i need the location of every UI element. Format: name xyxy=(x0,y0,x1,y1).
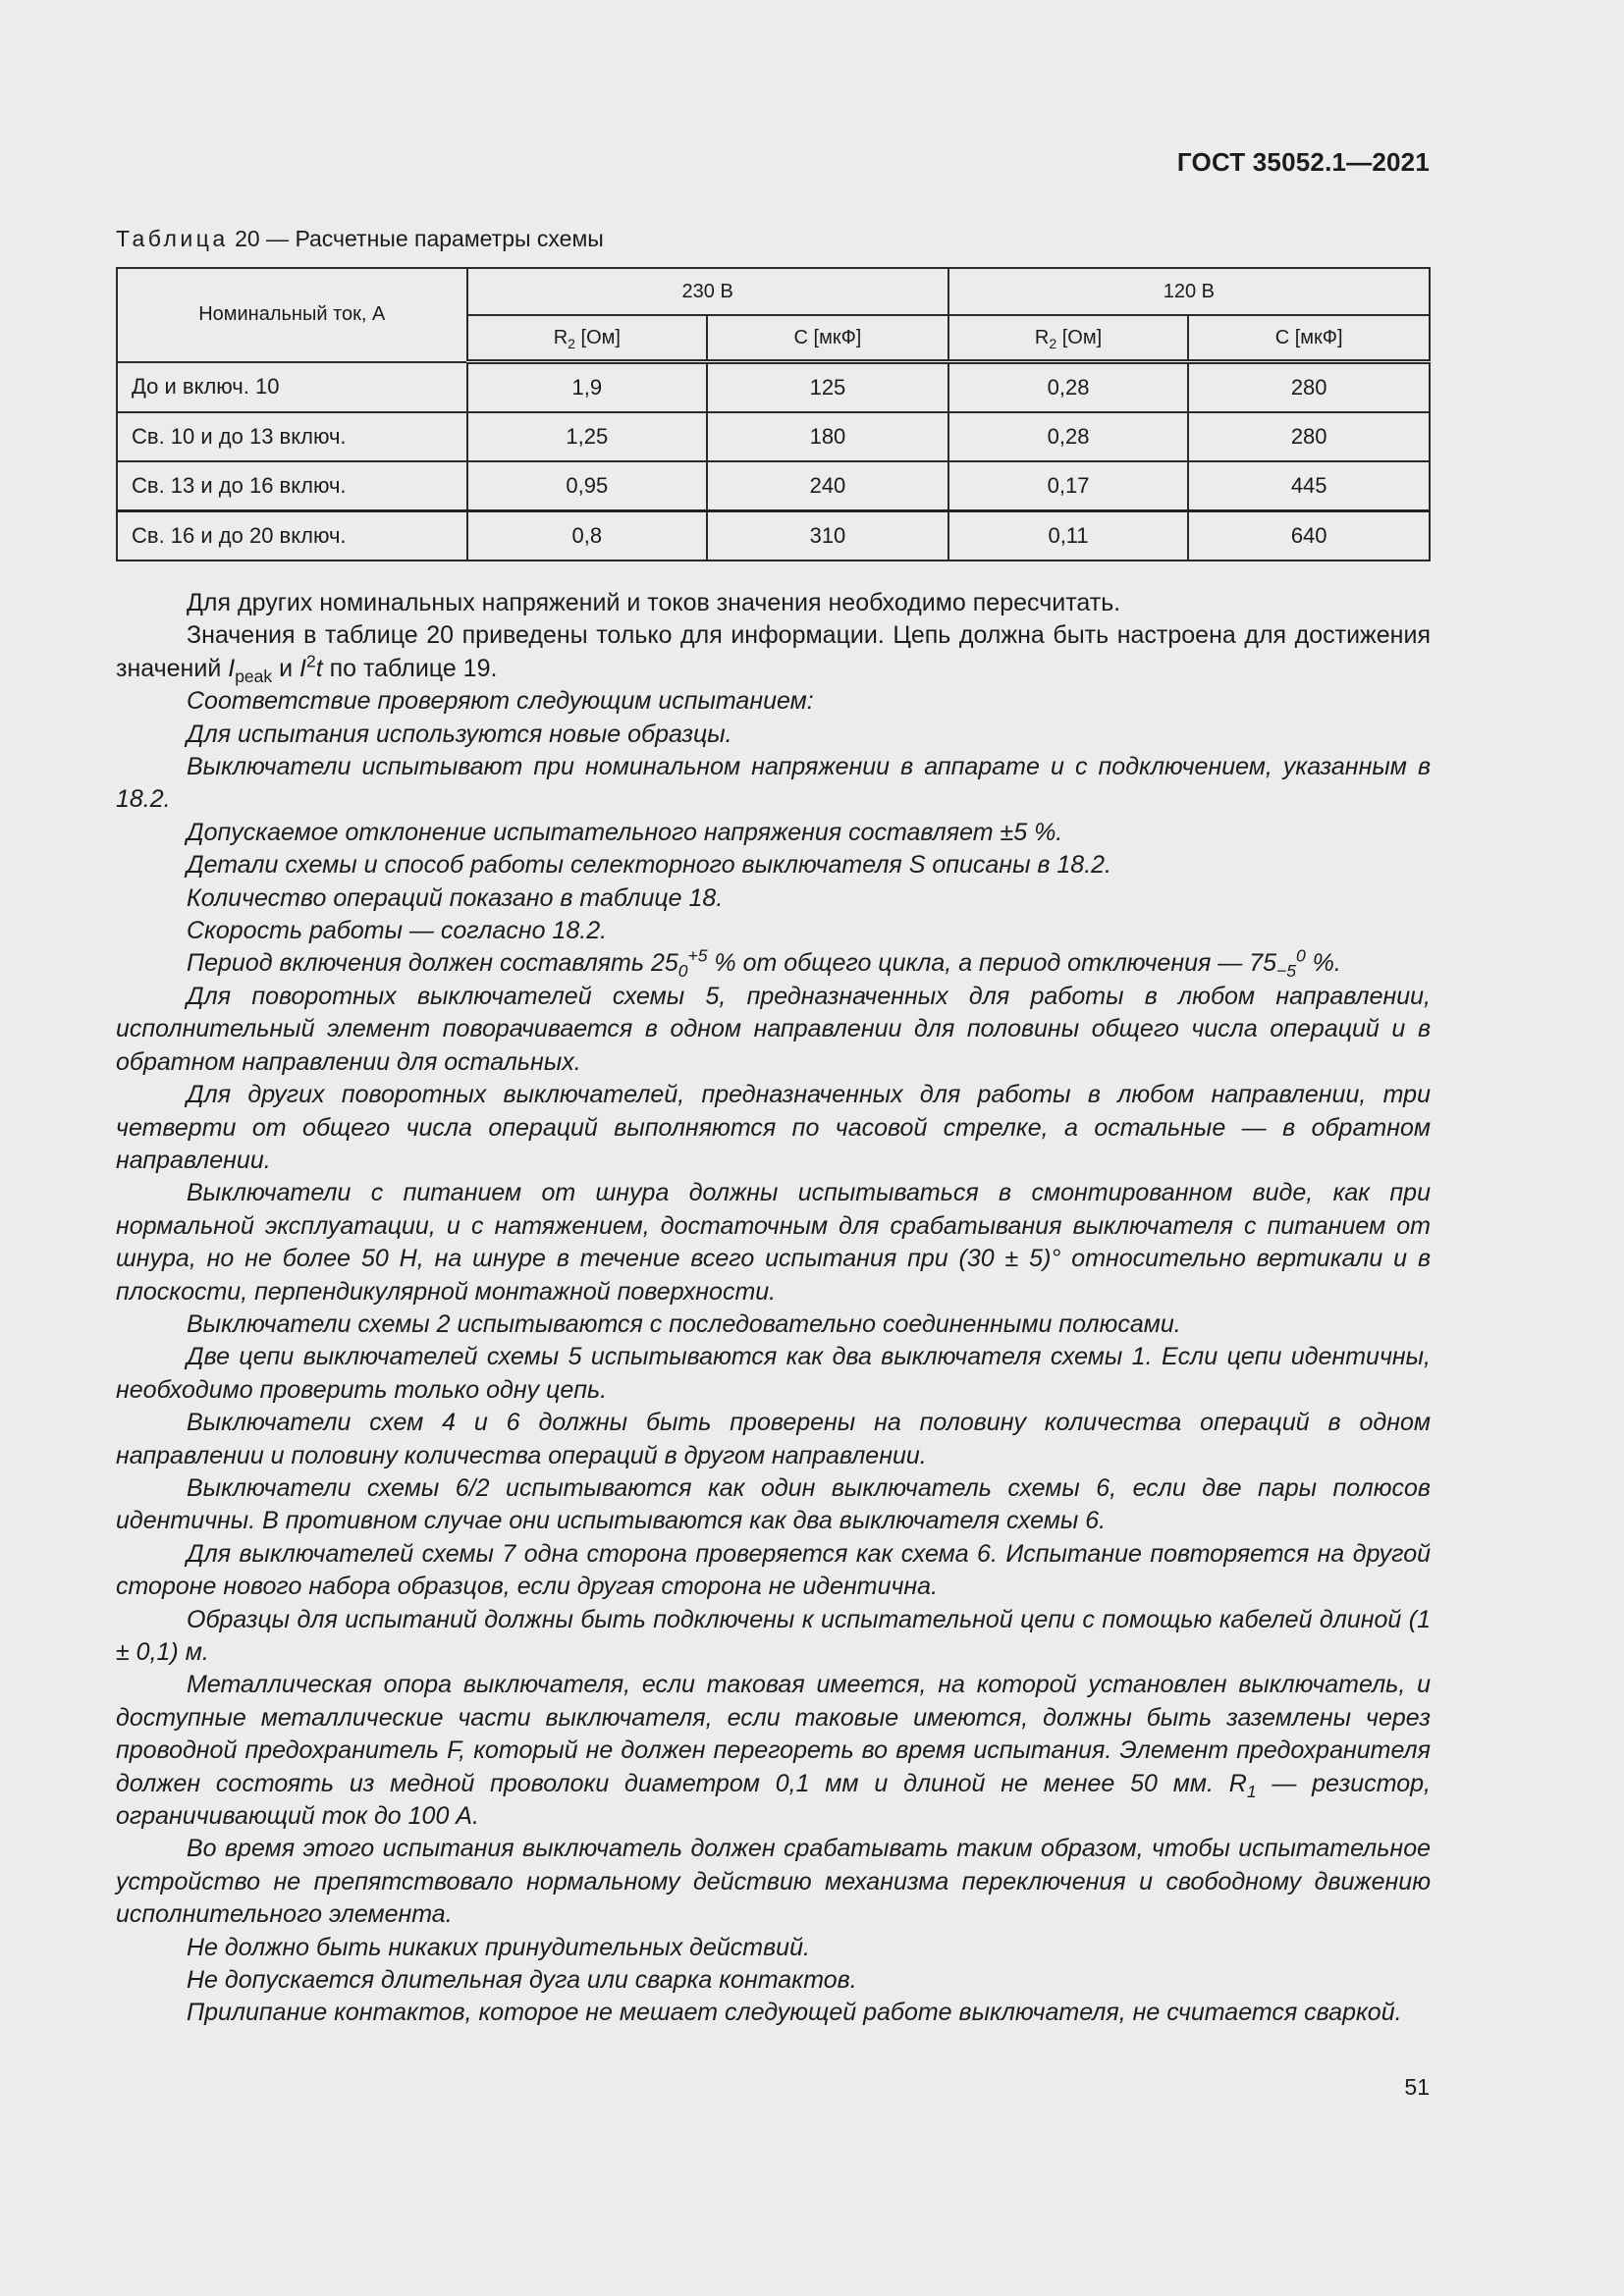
paragraph: Выключатели схем 4 и 6 должны быть проверены на половину количества операций в одном направлении и половину количества операций в другом направлении. xyxy=(116,1409,1431,1469)
cell-c-120: 445 xyxy=(1188,461,1430,511)
table-row xyxy=(117,362,1430,413)
paragraph: Образцы для испытаний должны быть подключены к испытательной цепи с помощью кабелей длиной (1 ± 0,1) м. xyxy=(116,1605,1431,1666)
parameters-table xyxy=(116,267,1431,561)
header-c-230: С [мкФ] xyxy=(707,315,948,362)
document-code: ГОСТ 35052.1—2021 xyxy=(1176,147,1430,177)
paragraph: Период включения должен составлять $25_0^{+5}$ % от общего цикла, а период отключения — $75_{-5}^0$ %. xyxy=(187,946,1341,982)
paragraph: Скорость работы — согласно 18.2. xyxy=(187,917,608,945)
paragraph: Выключатели схемы 6/2 испытываются как один выключатель схемы 6, если две пары полюсов идентичны. В противном случае они испытываются как два выключателя схемы 6. xyxy=(116,1473,1431,1535)
paragraph: Выключатели с питанием от шнура должны испытываться в смонтированном виде, как при нормальной эксплуатации, и с натяжением, достаточным для срабатывания выключателя с питанием от шнура, но не более 50 Н, на шнуре в течение всего испытания при (30 ± 5)° относительно вертикали и в плоскости, перпендикулярной монтажной поверхности. xyxy=(116,1179,1431,1306)
cell-c-230: 240 xyxy=(707,461,948,511)
paragraph: Соответствие проверяют следующим испытанием: xyxy=(187,687,814,716)
cell-r2-120: 0,28 xyxy=(948,362,1189,413)
header-c-120: С [мкФ] xyxy=(1188,315,1430,362)
cell-current: Св. 10 и до 13 включ. xyxy=(117,412,467,461)
cell-current: Св. 16 и до 20 включ. xyxy=(117,511,467,561)
cell-current: Св. 13 и до 16 включ. xyxy=(117,461,467,511)
paragraph: Выключатели испытывают при номинальном напряжении в аппарате и с подключением, указанным в 18.2. xyxy=(116,753,1431,814)
paragraph: Не допускается длительная дуга или сварка контактов. xyxy=(187,1966,857,1995)
paragraph: Металлическая опора выключателя, если таковая имеется, на которой установлен выключатель, и доступные металлические части выключателя, если таковые имеются, должны быть заземлены через проводной предохранитель F, который не должен перегореть во время испытания. Элемент предохранителя должен состоять из медной проволоки диаметром 0,1 мм и длиной не менее 50 мм. $R_1$ — резистор, ограничивающий ток до 100 А. xyxy=(116,1671,1431,1831)
paragraph: Значения в таблице 20 приведены только для информации. Цепь должна быть настроена для достижения значений $I_{peak}$ и $I^2t$ по таблице 19. xyxy=(116,621,1431,686)
header-rated-current: Номинальный ток, А xyxy=(117,268,467,362)
paragraph: Для поворотных выключателей схемы 5, предназначенных для работы в любом направлении, исполнительный элемент поворачивается в одном направлении для половины общего числа операций и в обратном направлении для остальных. xyxy=(116,982,1431,1076)
table-row xyxy=(117,461,1430,511)
paragraph: Допускаемое отклонение испытательного напряжения составляет ±5 %. xyxy=(187,818,1063,846)
paragraph: Прилипание контактов, которое не мешает следующей работе выключателя, не считается сваркой. xyxy=(187,1999,1402,2027)
header-r2-120: $R_2$ [Ом] xyxy=(948,315,1189,362)
cell-c-120: 280 xyxy=(1188,362,1430,413)
cell-r2-120: 0,28 xyxy=(948,412,1189,461)
paragraph: Не должно быть никаких принудительных действий. xyxy=(187,1933,810,1961)
header-120v: 120 В xyxy=(948,268,1430,315)
cell-r2-230: 0,8 xyxy=(467,511,708,561)
cell-c-230: 180 xyxy=(707,412,948,461)
header-230v: 230 В xyxy=(467,268,948,315)
cell-c-230: 310 xyxy=(707,511,948,561)
page-number: 51 xyxy=(1404,2074,1430,2100)
table-caption-title: 20 — Расчетные параметры схемы xyxy=(228,226,604,251)
paragraph: Во время этого испытания выключатель должен срабатывать таким образом, чтобы испытательное устройство не препятствовало нормальному действию механизма переключения и свободному движению исполнительного элемента. xyxy=(116,1835,1431,1929)
table-row xyxy=(117,511,1430,561)
paragraph: Для выключателей схемы 7 одна сторона проверяется как схема 6. Испытание повторяется на другой стороне нового набора образцов, если другая сторона не идентична. xyxy=(116,1539,1431,1601)
cell-current: До и включ. 10 xyxy=(117,362,467,413)
cell-r2-230: 0,95 xyxy=(467,461,708,511)
table-caption-label: Таблица xyxy=(116,226,229,251)
cell-c-120: 640 xyxy=(1188,511,1430,561)
cell-r2-120: 0,11 xyxy=(948,511,1189,561)
paragraph: Для испытания используются новые образцы. xyxy=(187,720,732,748)
paragraph: Количество операций показано в таблице 18. xyxy=(187,883,724,912)
cell-r2-120: 0,17 xyxy=(948,461,1189,511)
paragraph: Для других номинальных напряжений и токов значения необходимо пересчитать. xyxy=(187,589,1121,616)
cell-c-230: 125 xyxy=(707,362,948,413)
table-caption xyxy=(116,226,604,252)
cell-r2-230: 1,9 xyxy=(467,362,708,413)
cell-r2-230: 1,25 xyxy=(467,412,708,461)
header-r2-230: $R_2$ [Ом] xyxy=(467,315,708,362)
paragraph: Две цепи выключателей схемы 5 испытываются как два выключателя схемы 1. Если цепи идентичны, необходимо проверить только одну цепь. xyxy=(116,1343,1431,1404)
table-row xyxy=(117,412,1430,461)
cell-c-120: 280 xyxy=(1188,412,1430,461)
paragraph: Для других поворотных выключателей, предназначенных для работы в любом направлении, три четверти от общего числа операций выполняются по часовой стрелке, а остальные — в обратном направлении. xyxy=(116,1081,1431,1174)
paragraph: Выключатели схемы 2 испытываются с последовательно соединенными полюсами. xyxy=(187,1309,1181,1338)
paragraph: Детали схемы и способ работы селекторного выключателя S описаны в 18.2. xyxy=(187,851,1112,880)
body-text xyxy=(116,587,1431,2030)
